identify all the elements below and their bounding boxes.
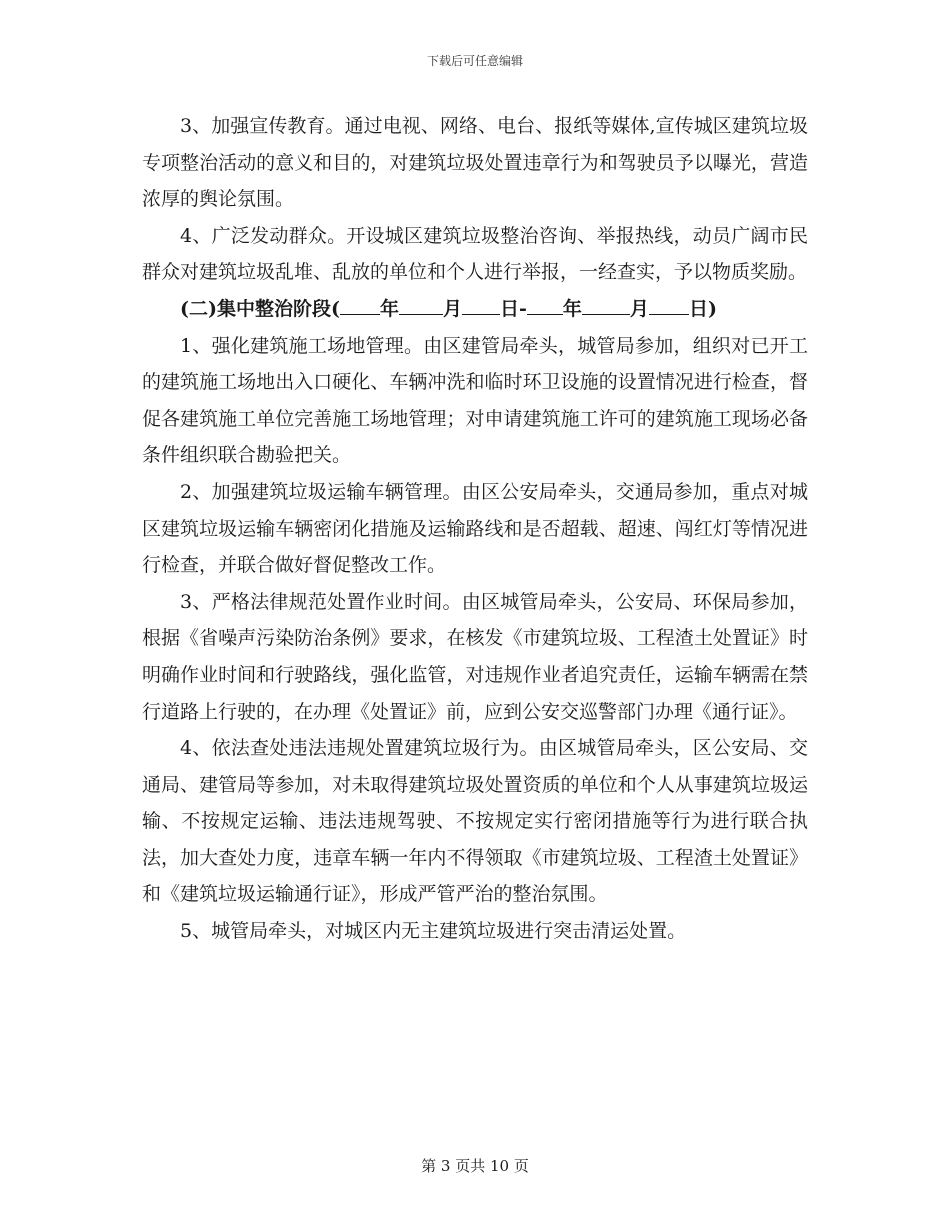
blank-month-end [582, 292, 630, 315]
page-number-footer: 第 3 页共 10 页 [421, 1157, 529, 1175]
blank-day-start [462, 292, 500, 315]
section-heading-concentrated-rectification [142, 291, 808, 328]
blank-year-end [527, 292, 563, 315]
blank-month-start [399, 292, 443, 315]
paragraph-item-5-cleanup: 5、城管局牵头，对城区内无主建筑垃圾进行突击清运处置。 [180, 920, 687, 943]
paragraph-item-4-enforcement: 4、依法查处违法违规处置建筑垃圾行为。由区城管局牵头，区公安局、交通局、建管局等参加，对未取得建筑垃圾处置资质的单位和个人从事建筑垃圾运输、不按规定运输、违法违规驾驶、不按规定实行密闭措施等行为进行联合执法，加大查处力度，违章车辆一年内不得领取《市建筑垃圾、工程渣土处置证》和《建筑垃圾运输通行证》，形成严管严治的整治氛围。 [142, 737, 808, 906]
section-heading-day-start: 日- [500, 297, 527, 320]
blank-year-start [340, 292, 380, 315]
blank-day-end [649, 292, 689, 315]
paragraph-item-2-vehicle-management: 2、加强建筑垃圾运输车辆管理。由区公安局牵头，交通局参加，重点对城区建筑垃圾运输车辆密闭化措施及运输路线和是否超载、超速、闯红灯等情况进行检查，并联合做好督促整改工作。 [142, 480, 808, 577]
paragraph-item-3-publicity: 3、加强宣传教育。通过电视、网络、电台、报纸等媒体,宣传城区建筑垃圾专项整治活动的意义和目的，对建筑垃圾处置违章行为和驾驶员予以曝光，营造浓厚的舆论氛围。 [142, 115, 808, 211]
section-heading-year-end: 年 [562, 297, 582, 320]
paragraph-item-3-operating-hours: 3、严格法律规范处置作业时间。由区城管局牵头，公安局、环保局参加，根据《省噪声污染防治条例》要求，在核发《市建筑垃圾、工程渣土处置证》时明确作业时间和行驶路线，强化监管，对违规作业者追究责任，运输车辆需在禁行道路上行驶的，在办理《处置证》前，应到公安交巡警部门办理《通行证》。 [142, 590, 808, 723]
document-body [142, 108, 808, 950]
paragraph-item-1-site-management: 1、强化建筑施工场地管理。由区建管局牵头，城管局参加，组织对已开工的建筑施工场地出入口硬化、车辆冲洗和临时环卫设施的设置情况进行检查，督促各建筑施工单位完善施工场地管理；对申请建筑施工许可的建筑施工现场必备条件组织联合勘验把关。 [142, 334, 808, 467]
paragraph-item-4-mobilize-public: 4、广泛发动群众。开设城区建筑垃圾整治咨询、举报热线，动员广阔市民群众对建筑垃圾乱堆、乱放的单位和个人进行举报，一经查实，予以物质奖励。 [142, 224, 808, 284]
section-heading-year-start: 年 [379, 297, 399, 320]
section-heading-month-start: 月 [443, 297, 463, 320]
section-heading-month-end: 月 [629, 297, 649, 320]
section-heading-prefix: (二)集中整治阶段( [180, 297, 340, 320]
page-header: 下载后可任意编辑 [426, 54, 523, 68]
section-heading-day-end: 日) [688, 297, 717, 320]
